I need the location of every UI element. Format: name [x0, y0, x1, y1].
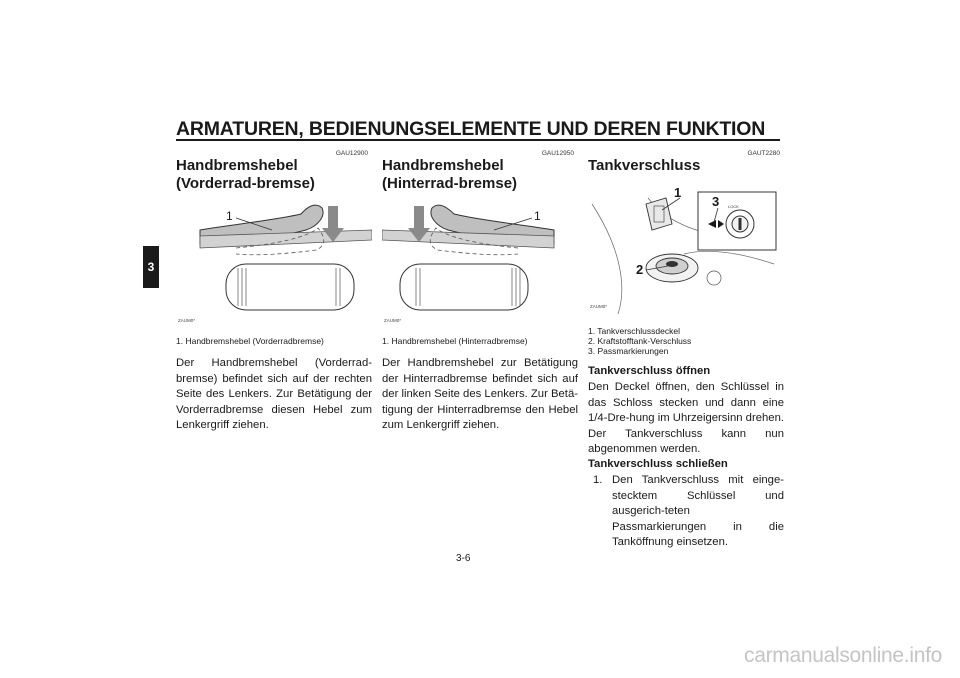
figure-caption: 1. Tankverschlussdeckel [588, 326, 680, 336]
chapter-tab: 3 [143, 246, 159, 288]
figure-code: ZAUM0* [384, 318, 402, 323]
figure-code: ZAUM0* [590, 304, 608, 309]
section-code: GAU12900 [335, 150, 368, 157]
figure-code: ZAUM0* [178, 318, 196, 323]
figure-callout-3: 3 [712, 194, 720, 209]
fuel-tank-cap-figure [588, 184, 784, 320]
section-code: GAUT2280 [747, 150, 780, 157]
section-heading: Handbremshebel (Hinterrad-bremse) [382, 157, 518, 192]
section-heading: Tankverschluss [588, 157, 701, 174]
page-title: ARMATUREN, BEDIENUNGSELEMENTE UND DEREN FUNKTION [176, 118, 766, 140]
figure-caption: 1. Handbremshebel (Vorderradbremse) [176, 336, 324, 346]
step-text: Den Tankverschluss mit einge-stecktem Schlüssel und ausgerich-teten Passmarkierungen in die Tanköffnung einsetzen. [612, 474, 784, 549]
section-body: Der Handbremshebel zur Betätigung der Hinterradbremse befindet sich auf der linken Seite des Lenkers. Zur Betä-tigung der Hinterradbremse den Hebel zum Lenkergriff ziehen. [382, 357, 578, 432]
figure-caption: 2. Kraftstofftank-Verschluss [588, 336, 692, 346]
figure-caption: 3. Passmarkierungen [588, 346, 669, 356]
figure-callout-2: 2 [636, 262, 644, 277]
section-heading: Handbremshebel (Vorderrad-bremse) [176, 157, 315, 192]
section-code: GAU12950 [541, 150, 574, 157]
figure-caption: 1. Handbremshebel (Hinterradbremse) [382, 336, 528, 346]
step-number: 1. [593, 474, 603, 486]
subsection-heading: Tankverschluss öffnen [588, 365, 711, 377]
rear-brake-lever-figure [382, 198, 578, 328]
lock-marking: LOCK [728, 204, 739, 209]
header-divider [176, 139, 780, 141]
page-number: 3-6 [456, 553, 471, 564]
front-brake-lever-figure [176, 198, 372, 328]
figure-callout-1: 1 [674, 185, 682, 200]
subsection-heading: Tankverschluss schließen [588, 458, 728, 470]
section-body: Der Handbremshebel (Vorderrad-bremse) befindet sich auf der rechten Seite des Lenkers. Zur Betätigung der Vorderradbremse diesen Hebel zum Lenkergriff ziehen. [176, 357, 372, 432]
figure-callout: 1 [226, 209, 233, 223]
section-body: Den Deckel öffnen, den Schlüssel in das Schloss stecken und dann eine 1/4-Dre-hung im Uhrzeigersinn drehen. Der Tankverschluss kann nun abgenommen werden. [588, 381, 784, 456]
watermark: carmanualsonline.info [744, 644, 942, 667]
figure-callout: 1 [534, 209, 541, 223]
